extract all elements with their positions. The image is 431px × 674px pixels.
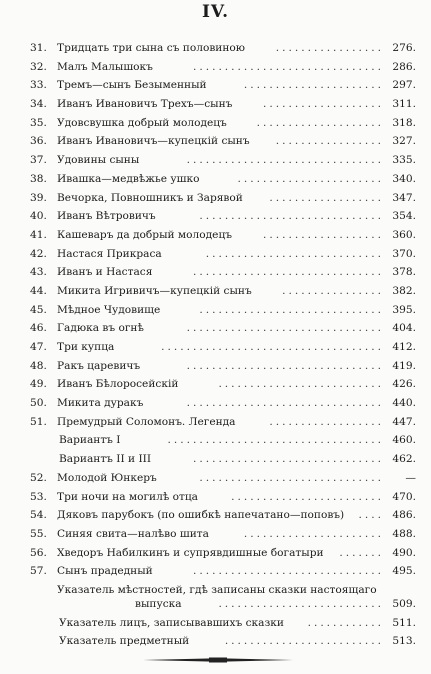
toc-entry-title: Удовины сыны — [57, 154, 140, 167]
toc-entry-number: 45. — [30, 303, 47, 316]
toc-entry — [30, 375, 416, 394]
toc-entry-page: 511. — [392, 616, 416, 629]
toc-entry-page: 354. — [392, 210, 416, 223]
toc-index-entry-continuation — [30, 595, 416, 614]
toc-index-entry — [30, 632, 416, 651]
toc-entry-number: 36. — [30, 135, 47, 148]
toc-entry-title: Хведоръ Набилкинъ и супрявдишные богатыри — [57, 546, 324, 559]
toc-entry-page: 462. — [392, 453, 416, 466]
toc-entry-page: 370. — [392, 247, 416, 260]
dot-leaders: ................... — [263, 228, 384, 241]
toc-entries — [30, 39, 416, 581]
toc-entry-page: 286. — [392, 60, 416, 73]
toc-entry-page: 460. — [392, 434, 416, 447]
toc-entry-number: 53. — [30, 490, 47, 503]
toc-entry-title: Дяковъ парубокъ (по ошибкѣ напечатано—поповъ) — [57, 509, 345, 522]
toc-entry-page: 412. — [392, 341, 416, 353]
toc-entry — [30, 394, 416, 413]
toc-entry-title: Премудрый Соломонъ. Легенда — [57, 415, 236, 428]
dot-leaders: .............................. — [192, 60, 384, 73]
toc-entry-page: 440. — [392, 397, 416, 410]
toc-entry-number: 51. — [30, 415, 47, 428]
toc-entry-page: 426. — [392, 378, 416, 391]
toc-entry-number: 50. — [30, 397, 47, 410]
toc-entry-page: 495. — [392, 565, 416, 578]
toc-entry-page: 470. — [392, 490, 416, 503]
toc-entry-page: 509. — [392, 597, 416, 610]
dot-leaders: ............................. — [199, 471, 384, 484]
dot-leaders: ............................. — [199, 303, 384, 316]
toc-entry — [30, 450, 416, 469]
toc-entry — [30, 488, 416, 507]
table-of-contents — [30, 39, 416, 651]
toc-entry-number: 54. — [30, 509, 47, 522]
toc-entry — [30, 170, 416, 189]
dot-leaders: .......................... — [218, 378, 384, 391]
dot-leaders: ........................ — [231, 490, 384, 503]
dot-leaders: .................... — [256, 116, 384, 129]
toc-entry-page: 395. — [392, 303, 416, 316]
toc-index-entry — [30, 614, 416, 633]
toc-entry — [30, 39, 416, 58]
dot-leaders: ................ — [282, 284, 384, 297]
toc-entry-number: 37. — [30, 154, 47, 167]
toc-entry-number: 31. — [30, 42, 47, 54]
toc-entry-number: 38. — [30, 172, 47, 185]
toc-entry-title: Вечорка, Повношникъ и Зарявой — [57, 191, 243, 204]
toc-entry-number: 40. — [30, 210, 47, 223]
toc-entry — [30, 207, 416, 226]
dot-leaders: ................................... — [161, 341, 384, 353]
dot-leaders: ...................... — [243, 527, 384, 540]
toc-entry-page: 360. — [392, 228, 416, 241]
toc-entry-page: — — [405, 471, 416, 484]
toc-entry — [30, 95, 416, 114]
toc-entry — [30, 76, 416, 95]
toc-entry-number: 48. — [30, 359, 47, 372]
toc-entry-title: Иванъ и Настася — [57, 266, 153, 279]
toc-entry-page: 490. — [392, 546, 416, 559]
page-number: IV. — [201, 2, 230, 22]
toc-entry-title: Указатель мѣстностей, гдѣ записаны сказки настоящаго — [57, 583, 377, 596]
toc-entry-title: Иванъ Ивановичъ—купецкій сынъ — [57, 135, 250, 148]
toc-entry-number: 57. — [30, 565, 47, 578]
dot-leaders: .................................. — [167, 434, 384, 447]
toc-entry-number: 52. — [30, 471, 47, 484]
dot-leaders: ................... — [263, 98, 384, 111]
toc-entry-page: 378. — [392, 266, 416, 279]
toc-entry-number: 56. — [30, 546, 47, 559]
toc-entry — [30, 114, 416, 133]
toc-entry — [30, 319, 416, 338]
toc-entry — [30, 263, 416, 282]
toc-entry-title: Сынъ прадедный — [57, 565, 153, 578]
toc-entry-title: Мѣдное Чудовище — [57, 303, 161, 316]
toc-entry-title: Указатель лицъ, записывавшихъ сказки — [59, 616, 284, 629]
dot-leaders: ............................... — [186, 154, 384, 167]
dot-leaders: ...................... — [243, 79, 384, 92]
toc-entry-title: Тридцать три сына съ половиною — [57, 42, 246, 54]
toc-entry-page: 513. — [392, 635, 416, 648]
toc-entry-title: Тремъ—сынъ Безыменный — [57, 79, 207, 92]
toc-entry-number: 32. — [30, 60, 47, 73]
toc-entry-title: Синяя свита—налѣво шита — [57, 527, 209, 540]
dot-leaders: .......................... — [218, 597, 384, 610]
toc-entry — [30, 245, 416, 264]
toc-entry-title: Три ночи на могилѣ отца — [57, 490, 198, 503]
toc-entry-page: 488. — [392, 527, 416, 540]
toc-entry — [30, 189, 416, 208]
toc-entry-page: 404. — [392, 322, 416, 335]
toc-entry-number: 41. — [30, 228, 47, 241]
toc-entry-title: Настася Прикраса — [57, 247, 162, 260]
dot-leaders: .............................. — [192, 266, 384, 279]
toc-entry-title: Иванъ Вѣтровичъ — [57, 210, 156, 223]
toc-entry — [30, 151, 416, 170]
toc-entry-page: 318. — [392, 116, 416, 129]
toc-entry — [30, 525, 416, 544]
toc-entry-title: Три купца — [57, 341, 115, 353]
toc-entry-title: Иванъ Ивановичъ Трехъ—сынъ — [57, 98, 233, 111]
toc-entry-page: 486. — [392, 509, 416, 522]
toc-entry-page: 335. — [392, 154, 416, 167]
toc-entry — [30, 562, 416, 581]
toc-entry-title: Вариантъ II и III — [59, 453, 152, 466]
toc-entry-page: 276. — [392, 42, 416, 54]
toc-entry-title: Вариантъ I — [59, 434, 121, 447]
toc-entry-number: 34. — [30, 98, 47, 111]
dot-leaders: ............................... — [186, 322, 384, 335]
toc-entry-page: 311. — [392, 98, 416, 111]
dot-leaders: ............................. — [199, 210, 384, 223]
dot-leaders: ............................... — [186, 397, 384, 410]
toc-entry-number: 33. — [30, 79, 47, 92]
toc-entry-page: 327. — [392, 135, 416, 148]
toc-entry-number: 44. — [30, 284, 47, 297]
toc-entry-page: 347. — [392, 191, 416, 204]
dot-leaders: .............................. — [192, 565, 384, 578]
dot-leaders: ............................... — [186, 359, 384, 372]
toc-entry-title: Микита дуракъ — [57, 397, 144, 410]
toc-entry — [30, 338, 416, 357]
toc-entry-number: 49. — [30, 378, 47, 391]
dot-leaders: .............................. — [192, 453, 384, 466]
dot-leaders: ............................ — [205, 247, 384, 260]
toc-entry-title: Указатель предметный — [59, 635, 190, 648]
toc-entry — [30, 544, 416, 563]
toc-entry-title: Ракъ царевичъ — [57, 359, 141, 372]
toc-entry-title: Удовсвушка добрый молодецъ — [57, 116, 227, 129]
toc-entry-page: 297. — [392, 79, 416, 92]
dot-leaders: ....................... — [237, 172, 384, 185]
toc-entry-number: 39. — [30, 191, 47, 204]
toc-entry-page: 382. — [392, 284, 416, 297]
toc-entry — [30, 357, 416, 376]
dot-leaders: ....... — [339, 546, 384, 559]
toc-entry-title: выпуска — [135, 597, 182, 610]
toc-entry-title: Микита Игривичъ—купецкій сынъ — [57, 284, 252, 297]
toc-entry — [30, 58, 416, 77]
toc-entry-title: Иванъ Бѣлоросейскій — [57, 378, 179, 391]
ornamental-divider — [143, 657, 293, 663]
toc-entry-number: 47. — [30, 341, 47, 353]
toc-entry-page: 447. — [392, 415, 416, 428]
dot-leaders: ............ — [307, 616, 384, 629]
dot-leaders: ......................... — [224, 635, 384, 648]
toc-entry-page: 419. — [392, 359, 416, 372]
dot-leaders: .................. — [269, 415, 384, 428]
toc-entry-title: Малъ Малышокъ — [57, 60, 153, 73]
toc-entry-title: Молодой Юнкеръ — [57, 471, 157, 484]
dot-leaders: .................. — [269, 191, 384, 204]
toc-entry — [30, 431, 416, 450]
toc-entry — [30, 413, 416, 432]
toc-entry-number: 42. — [30, 247, 47, 260]
toc-entry — [30, 469, 416, 488]
toc-entry — [30, 506, 416, 525]
toc-entry-title: Ивашка—медвѣжье ушко — [57, 172, 200, 185]
toc-index-entry — [30, 581, 416, 595]
toc-entry-title: Кашеваръ да добрый молодецъ — [57, 228, 232, 241]
toc-entry — [30, 301, 416, 320]
dot-leaders: .... — [358, 509, 384, 522]
toc-entry-number: 46. — [30, 322, 47, 335]
dot-leaders: ................. — [275, 42, 384, 54]
toc-entry-number: 55. — [30, 527, 47, 540]
toc-entry-page: 340. — [392, 172, 416, 185]
toc-entry — [30, 226, 416, 245]
dot-leaders: ................. — [275, 135, 384, 148]
toc-entry — [30, 132, 416, 151]
toc-entry-title: Гадюка въ огнѣ — [57, 322, 144, 335]
toc-entry — [30, 282, 416, 301]
toc-entry-number: 43. — [30, 266, 47, 279]
toc-entry-number: 35. — [30, 116, 47, 129]
